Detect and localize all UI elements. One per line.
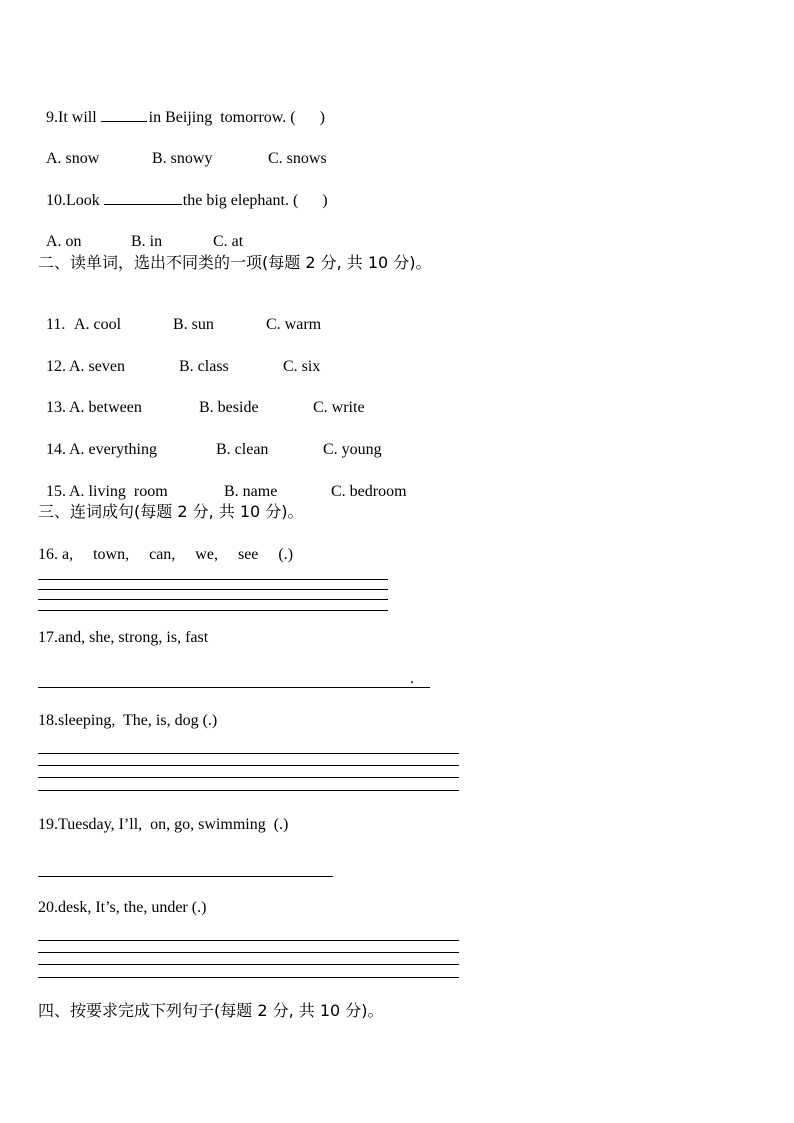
writing-line[interactable]: [38, 579, 388, 580]
question-9: [38, 87, 325, 128]
option-b: B. name: [224, 483, 278, 500]
question-19: 19.Tuesday, I’ll, on, go, swimming (.): [38, 816, 289, 833]
writing-line[interactable]: [38, 599, 388, 600]
writing-line[interactable]: [38, 765, 459, 766]
option-b: B. snowy: [152, 150, 213, 167]
option-b: B. in: [131, 233, 163, 250]
question-11: [38, 295, 321, 335]
question-number: 13.: [46, 399, 66, 416]
question-9-options: [38, 129, 327, 169]
question-14: [38, 420, 382, 460]
answer-blank[interactable]: [104, 190, 182, 205]
writing-line[interactable]: [38, 589, 388, 590]
question-13: [38, 378, 365, 418]
question-16: 16. a, town, can, we, see (.): [38, 546, 294, 563]
question-15: [38, 462, 407, 502]
section-4-heading: 四、按要求完成下列句子(每题 2 分, 共 10 分)。: [38, 1001, 384, 1020]
option-b: B. beside: [199, 399, 259, 416]
question-17: 17.and, she, strong, is, fast: [38, 629, 209, 646]
question-number: 15.: [46, 483, 66, 500]
option-c: C. warm: [266, 316, 322, 333]
question-10-stem-end: the big elephant. ( ): [182, 192, 328, 209]
question-10-stem-start: 10.Look: [46, 192, 104, 209]
writing-line[interactable]: [38, 952, 459, 953]
answer-line[interactable]: [38, 687, 430, 688]
option-a: A. snow: [46, 150, 100, 167]
option-a: A. cool: [74, 316, 122, 333]
answer-line[interactable]: [38, 876, 333, 877]
writing-line[interactable]: [38, 790, 459, 791]
option-b: B. sun: [173, 316, 214, 333]
option-c: C. at: [213, 233, 244, 250]
answer-end-mark: .: [410, 670, 414, 687]
option-a: A. everything: [69, 441, 157, 458]
option-a: A. living room: [69, 483, 168, 500]
question-18: 18.sleeping, The, is, dog (.): [38, 712, 218, 729]
option-c: C. write: [313, 399, 365, 416]
question-9-stem-start: 9.It will: [46, 109, 101, 126]
writing-line[interactable]: [38, 977, 459, 978]
writing-line[interactable]: [38, 940, 459, 941]
question-12: [38, 337, 320, 377]
question-number: 14.: [46, 441, 66, 458]
writing-line[interactable]: [38, 610, 388, 611]
question-number: 12.: [46, 358, 66, 375]
question-9-stem-end: in Beijing tomorrow. ( ): [148, 109, 325, 126]
option-b: B. clean: [216, 441, 269, 458]
question-10: [38, 170, 328, 211]
option-a: A. on: [46, 233, 82, 250]
option-a: A. between: [69, 399, 142, 416]
writing-line[interactable]: [38, 777, 459, 778]
option-b: B. class: [179, 358, 229, 375]
option-c: C. snows: [268, 150, 327, 167]
option-c: C. bedroom: [331, 483, 407, 500]
section-3-heading: 三、连词成句(每题 2 分, 共 10 分)。: [38, 502, 304, 521]
question-number: 11.: [46, 316, 66, 333]
option-c: C. young: [323, 441, 382, 458]
question-10-options: [38, 212, 243, 252]
section-2-heading: 二、读单词，选出不同类的一项(每题 2 分, 共 10 分)。: [38, 253, 432, 272]
answer-blank[interactable]: [101, 107, 147, 122]
option-a: A. seven: [69, 358, 125, 375]
question-20: 20.desk, It’s, the, under (.): [38, 899, 207, 916]
option-c: C. six: [283, 358, 321, 375]
writing-line[interactable]: [38, 753, 459, 754]
writing-line[interactable]: [38, 964, 459, 965]
